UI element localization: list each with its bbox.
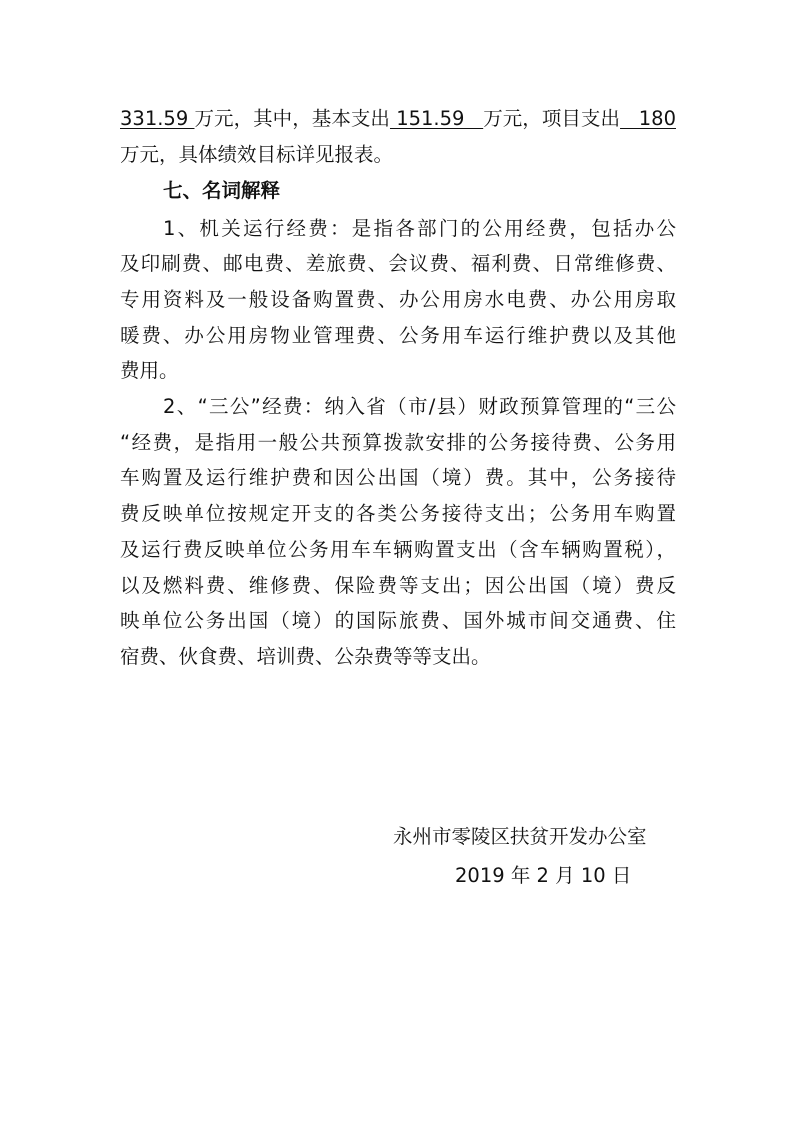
para1-line: 费用。 [120, 359, 179, 382]
signature-date: 2019 年 2 月 10 日 [455, 864, 632, 887]
budget-line-end: 万元，具体绩效目标详见报表。 [120, 143, 394, 166]
budget-text: 万元，其中，基本支出 [194, 107, 390, 130]
para2-line: 车购置及运行维护费和因公出国（境）费。其中，公务接待 [120, 466, 676, 489]
para2-line: 及运行费反映单位公务用车车辆购置支出（含车辆购置税）， [120, 538, 676, 561]
para2-line: 宿费、伙食费、培训费、公杂费等等支出。 [120, 645, 491, 668]
para2-line: 2、“三公”经费：纳入省（市/县）财政预算管理的“三公 [163, 395, 676, 418]
para2-line: 映单位公务出国（境）的国际旅费、国外城市间交通费、住 [120, 609, 676, 632]
budget-text: 万元，项目支出 [483, 107, 621, 130]
para1-line: 及印刷费、邮电费、差旅费、会议费、福利费、日常维修费、 [120, 252, 676, 275]
total-amount: 331.59 [120, 107, 195, 130]
para1-line: 专用资料及一般设备购置费、办公用房水电费、办公用房取 [120, 288, 676, 311]
para1-line: 暖费、办公用房物业管理费、公务用车运行维护费以及其他 [120, 324, 676, 347]
para1-line: 1、机关运行经费：是指各部门的公用经费，包括办公 [163, 217, 676, 240]
signature-org: 永州市零陵区扶贫开发办公室 [393, 825, 647, 848]
section-heading: 七、名词解释 [163, 179, 281, 202]
para2-line: “经费，是指用一般公共预算拨款安排的公务接待费、公务用 [120, 431, 676, 454]
para2-line: 费反映单位按规定开支的各类公务接待支出；公务用车购置 [120, 502, 676, 525]
project-amount: 180 [620, 107, 676, 130]
basic-amount: 151.59 [389, 107, 484, 130]
para2-line: 以及燃料费、维修费、保险费等支出；因公出国（境）费反 [120, 574, 676, 597]
budget-line [120, 107, 676, 131]
